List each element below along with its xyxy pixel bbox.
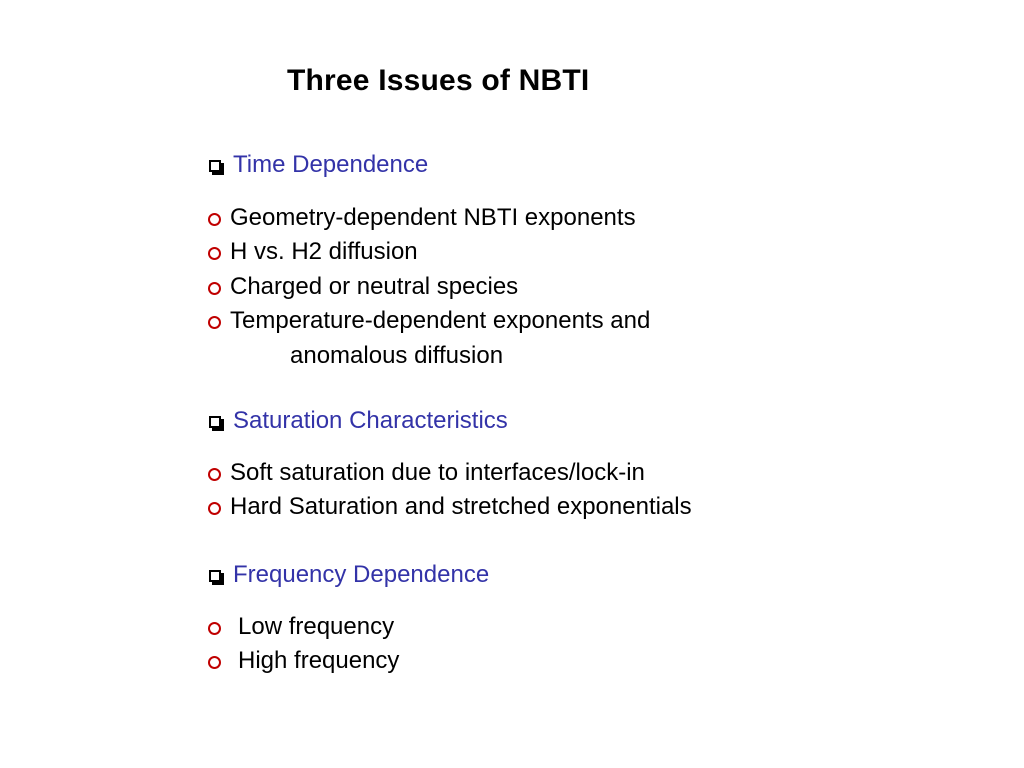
list-item (208, 644, 399, 678)
list-item-label: Charged or neutral species (230, 272, 519, 300)
section-heading-label: Frequency Dependence (233, 561, 490, 588)
circle-bullet-icon (208, 282, 221, 295)
slide-title: Three Issues of NBTI (287, 64, 590, 97)
list-item (208, 270, 650, 304)
list-item (208, 235, 650, 269)
list-item (208, 610, 399, 644)
list-item-label: High frequency (238, 647, 400, 675)
list-item-label: Hard Saturation and stretched exponentials (230, 493, 692, 521)
section-heading-saturation-characteristics (209, 407, 508, 435)
list-item-label: H vs. H2 diffusion (230, 238, 418, 266)
square-bullet-icon (209, 570, 221, 582)
circle-bullet-icon (208, 247, 221, 260)
section-heading-label: Time Dependence (233, 151, 429, 178)
circle-bullet-icon (208, 213, 221, 226)
list-item (208, 201, 650, 235)
list-item (208, 490, 692, 524)
square-bullet-icon (209, 416, 221, 428)
list-item-label: Geometry-dependent NBTI exponents (230, 204, 636, 231)
list-item-label: Soft saturation due to interfaces/lock-in (230, 459, 645, 486)
list-item (208, 304, 650, 338)
list-item-continuation: anomalous diffusion (290, 341, 504, 369)
list-item (208, 456, 692, 490)
circle-bullet-icon (208, 656, 221, 669)
bullet-list-saturation-characteristics (208, 456, 692, 525)
circle-bullet-icon (208, 622, 221, 635)
square-bullet-icon (209, 160, 221, 172)
list-item-label: Low frequency (238, 613, 395, 640)
section-heading-frequency-dependence (209, 561, 489, 589)
circle-bullet-icon (208, 502, 221, 515)
section-heading-time-dependence (209, 151, 428, 179)
circle-bullet-icon (208, 468, 221, 481)
bullet-list-time-dependence (208, 201, 650, 373)
section-heading-label: Saturation Characteristics (233, 407, 508, 434)
circle-bullet-icon (208, 316, 221, 329)
list-item-label: Temperature-dependent exponents and (230, 307, 651, 335)
bullet-list-frequency-dependence (208, 610, 399, 679)
